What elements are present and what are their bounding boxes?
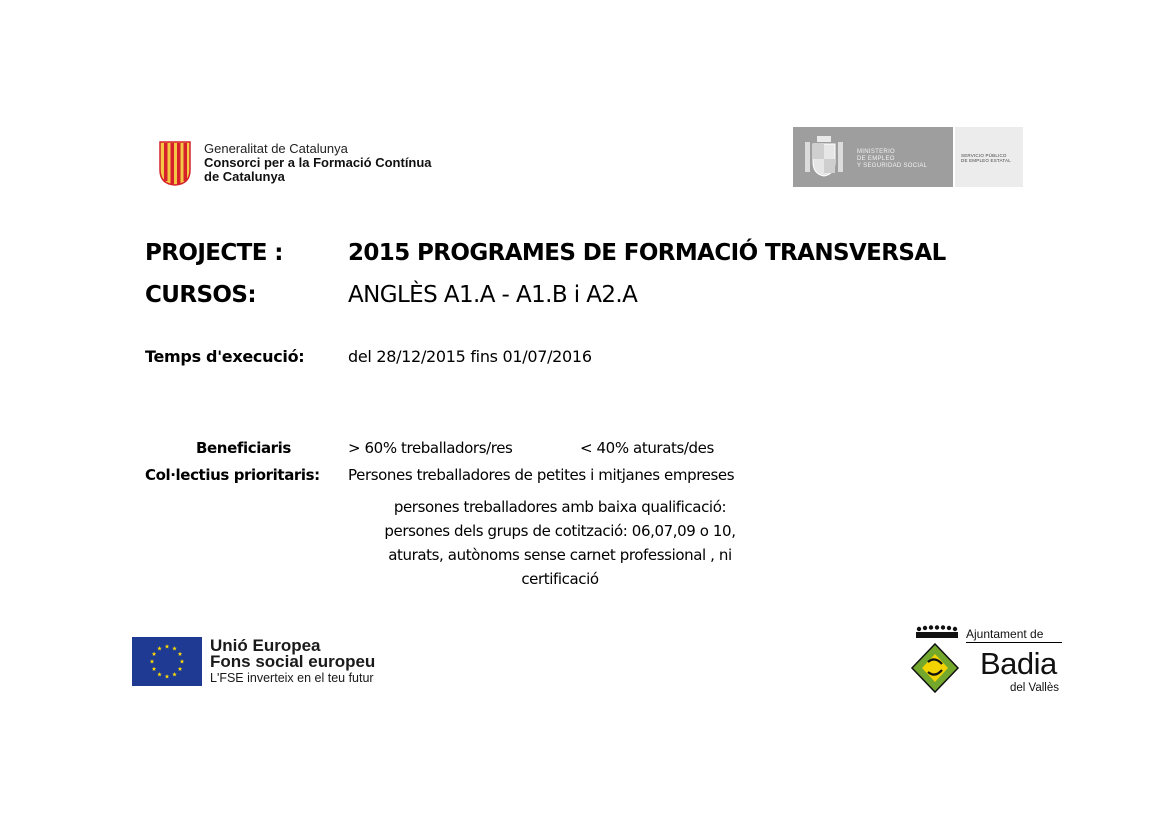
beneficiaries-unemployed: < 40% aturats/des (580, 439, 714, 457)
eu-line1: Unió Europea (210, 636, 321, 655)
badia-top-text: Ajuntament de (966, 627, 1044, 641)
eu-text (210, 638, 375, 686)
beneficiaries-label: Beneficiaris (196, 439, 291, 457)
eu-line3: L'FSE inverteix en el teu futur (210, 671, 374, 685)
generalitat-line1: Generalitat de Catalunya (204, 141, 348, 156)
ministerio-line2: DE EMPLEO (857, 156, 895, 162)
ministerio-line1: MINISTERIO (857, 149, 896, 155)
ministerio-logo (793, 127, 1021, 187)
badia-divider (966, 642, 1062, 643)
eu-logo (132, 637, 412, 689)
eu-line2: Fons social europeu (210, 652, 376, 671)
project-label: PROJECTE : (145, 240, 283, 266)
courses-value: ANGLÈS A1.A - A1.B i A2.A (348, 282, 638, 308)
badia-name: Badia (980, 646, 1057, 681)
spain-coat-of-arms-icon (803, 134, 845, 180)
sepe-line2: DE EMPLEO ESTATAL (961, 158, 1011, 163)
sepe-text (961, 153, 1011, 163)
badia-sub: del Vallès (1010, 682, 1060, 694)
generalitat-logo (158, 140, 468, 190)
schedule-value: del 28/12/2015 fins 01/07/2016 (348, 347, 592, 366)
badia-logo (908, 622, 1068, 702)
schedule-label: Temps d'execució: (145, 347, 305, 366)
generalitat-line2: Consorci per a la Formació Contínua (204, 155, 432, 170)
ministerio-text (857, 149, 927, 170)
priority-detail-line: aturats, autònoms sense carnet professional , ni (388, 546, 732, 564)
priority-detail-line: persones dels grups de cotització: 06,07,09 o 10, (384, 522, 736, 540)
project-value: 2015 PROGRAMES DE FORMACIÓ TRANSVERSAL (348, 240, 946, 266)
priority-label: Col·lectius prioritaris: (145, 466, 320, 484)
generalitat-text (204, 142, 432, 184)
beneficiaries-workers: > 60% treballadors/res (348, 439, 513, 457)
generalitat-line3: de Catalunya (204, 169, 285, 184)
eu-flag-icon (132, 637, 202, 686)
courses-label: CURSOS: (145, 282, 256, 308)
priority-value: Persones treballadores de petites i mitjanes empreses (348, 466, 735, 484)
badia-shield-icon (910, 642, 960, 694)
priority-detail-line: persones treballadores amb baixa qualificació: (393, 498, 727, 516)
sepe-panel (953, 127, 1023, 187)
ministerio-line3: Y SEGURIDAD SOCIAL (857, 163, 928, 169)
sepe-line1: SERVICIO PÚBLICO (961, 153, 1007, 158)
generalitat-emblem-icon (158, 140, 192, 186)
priority-detail-line: certificació (521, 570, 599, 588)
crown-icon (914, 624, 960, 640)
priority-details (340, 495, 780, 591)
